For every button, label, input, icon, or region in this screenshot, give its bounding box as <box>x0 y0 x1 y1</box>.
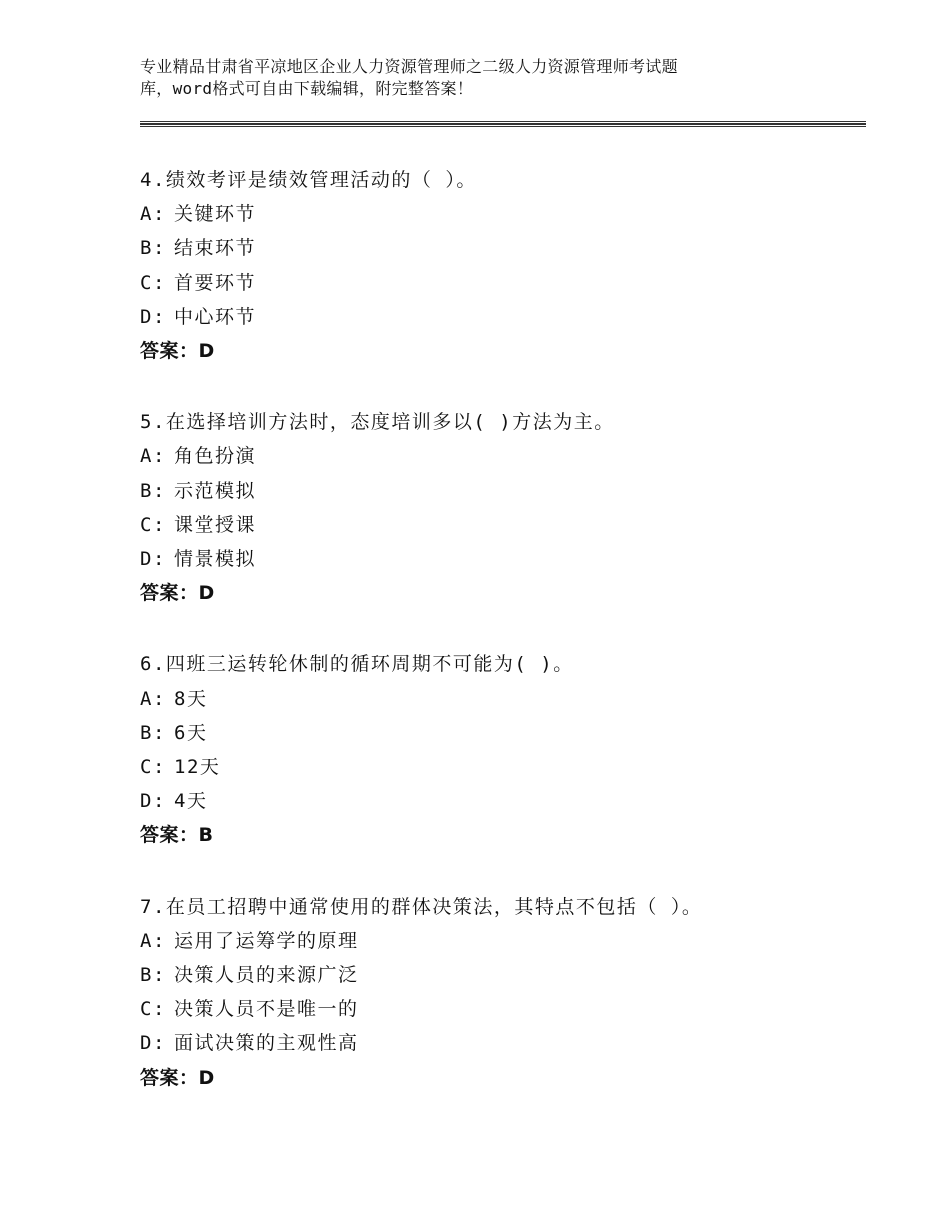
option-text: 角色扮演 <box>174 445 257 468</box>
question-5 <box>140 405 860 610</box>
option-text: 结束环节 <box>174 237 257 260</box>
option-letter: B: <box>140 964 166 987</box>
option-letter: D: <box>140 305 166 328</box>
question-list <box>140 163 860 1132</box>
header-line-1: 专业精品甘肃省平凉地区企业人力资源管理师之二级人力资源管理师考试题 <box>140 57 678 76</box>
option-text: 运用了运筹学的原理 <box>174 929 359 952</box>
option-letter: A: <box>140 203 166 226</box>
option-letter: C: <box>140 998 166 1021</box>
option-a <box>140 682 860 716</box>
option-letter: A: <box>140 929 166 952</box>
option-b <box>140 716 860 750</box>
answer-line: 答案：D <box>140 582 215 605</box>
option-letter: B: <box>140 237 166 260</box>
question-stem: 7.在员工招聘中通常使用的群体决策法，其特点不包括（ ）。 <box>140 895 703 918</box>
question-4 <box>140 163 860 368</box>
option-d <box>140 784 860 818</box>
option-letter: A: <box>140 687 166 710</box>
option-letter: D: <box>140 548 166 571</box>
option-b <box>140 231 860 265</box>
answer-line: 答案：D <box>140 1066 215 1089</box>
option-text: 4天 <box>174 790 208 813</box>
option-d <box>140 300 860 334</box>
header-rule-top <box>140 121 866 122</box>
option-letter: D: <box>140 790 166 813</box>
answer-line: 答案：D <box>140 340 215 363</box>
option-letter: B: <box>140 479 166 502</box>
option-a <box>140 197 860 231</box>
option-a <box>140 439 860 473</box>
option-text: 决策人员不是唯一的 <box>174 998 359 1021</box>
option-text: 首要环节 <box>174 271 257 294</box>
header-line-2: 库，word格式可自由下载编辑，附完整答案！ <box>140 79 474 98</box>
option-d <box>140 542 860 576</box>
option-text: 6天 <box>174 721 208 744</box>
option-letter: D: <box>140 1032 166 1055</box>
option-a <box>140 924 860 958</box>
header-rule-bottom <box>140 126 866 127</box>
option-text: 课堂授课 <box>174 513 257 536</box>
option-text: 面试决策的主观性高 <box>174 1032 359 1055</box>
option-c <box>140 508 860 542</box>
option-text: 决策人员的来源广泛 <box>174 964 359 987</box>
option-c <box>140 266 860 300</box>
option-text: 示范模拟 <box>174 479 257 502</box>
option-c <box>140 992 860 1026</box>
question-stem: 5.在选择培训方法时，态度培训多以( )方法为主。 <box>140 411 615 434</box>
answer-line: 答案：B <box>140 824 214 847</box>
option-b <box>140 474 860 508</box>
option-text: 关键环节 <box>174 203 257 226</box>
option-letter: C: <box>140 756 166 779</box>
question-6 <box>140 647 860 852</box>
option-b <box>140 958 860 992</box>
option-letter: C: <box>140 513 166 536</box>
question-stem: 6.四班三运转轮休制的循环周期不可能为( )。 <box>140 653 574 676</box>
option-d <box>140 1026 860 1060</box>
question-stem: 4.绩效考评是绩效管理活动的（ ）。 <box>140 169 477 191</box>
option-text: 情景模拟 <box>174 548 257 571</box>
option-letter: C: <box>140 271 166 294</box>
option-text: 12天 <box>174 756 221 779</box>
document-header <box>140 56 780 100</box>
option-c <box>140 750 860 784</box>
option-text: 中心环节 <box>174 305 257 328</box>
option-text: 8天 <box>174 687 208 710</box>
option-letter: A: <box>140 445 166 468</box>
header-rule-middle <box>140 123 866 125</box>
question-7 <box>140 890 860 1095</box>
option-letter: B: <box>140 721 166 744</box>
